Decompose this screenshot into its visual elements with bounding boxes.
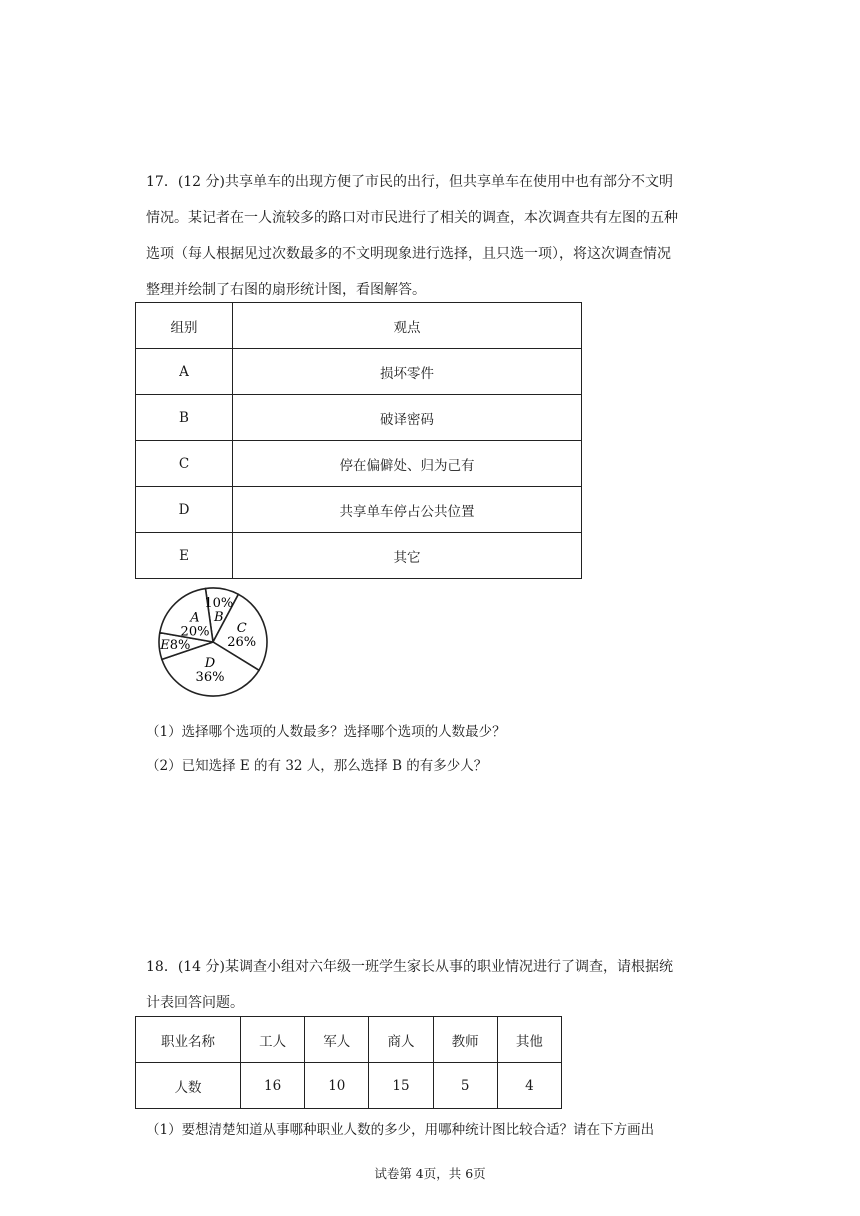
q17-sub-question-2: （2）已知选择 E 的有 32 人，那么选择 B 的有多少人？ bbox=[146, 758, 488, 774]
q17-line-1: 17．(12 分)共享单车的出现方便了市民的出行，但共享单车在使用中也有部分不文明 bbox=[146, 174, 674, 190]
opinion-cell: 其它 bbox=[233, 533, 582, 579]
table-header-cell: 其他 bbox=[497, 1017, 561, 1063]
table-row bbox=[136, 1063, 562, 1109]
table-row bbox=[136, 349, 582, 395]
q18-line-2: 计表回答问题。 bbox=[146, 995, 244, 1011]
table-header-cell: 工人 bbox=[241, 1017, 305, 1063]
pie-label-d-letter: D bbox=[204, 655, 216, 671]
group-cell: B bbox=[136, 395, 233, 441]
q18-sub-question-1: （1）要想清楚知道从事哪种职业人数的多少，用哪种统计图比较合适？请在下方画出 bbox=[146, 1122, 655, 1138]
opinion-cell: 停在偏僻处、归为己有 bbox=[233, 441, 582, 487]
q18-occupation-table bbox=[135, 1016, 562, 1109]
table-row bbox=[136, 395, 582, 441]
q17-line-4: 整理并绘制了右图的扇形统计图，看图解答。 bbox=[146, 282, 426, 298]
table-header-cell: 教师 bbox=[433, 1017, 497, 1063]
table-header-row bbox=[136, 1017, 562, 1063]
table-header-cell: 军人 bbox=[305, 1017, 369, 1063]
pie-chart bbox=[150, 584, 276, 702]
opinion-cell: 损坏零件 bbox=[233, 349, 582, 395]
table-header-cell: 职业名称 bbox=[136, 1017, 241, 1063]
q17-stem bbox=[146, 164, 726, 308]
table-header-row bbox=[136, 303, 582, 349]
pie-label-a-value: 20% bbox=[180, 624, 210, 640]
table-header-cell: 组别 bbox=[136, 303, 233, 349]
table-cell: 4 bbox=[497, 1063, 561, 1109]
pie-label-e: E8% bbox=[160, 637, 191, 653]
pie-label-c-value: 26% bbox=[227, 635, 257, 651]
q17-sub-question-1: （1）选择哪个选项的人数最多？选择哪个选项的人数最少？ bbox=[146, 724, 506, 740]
pie-label-b-letter: B bbox=[214, 610, 224, 625]
pie-label-a-letter: A bbox=[190, 610, 200, 626]
table-cell: 15 bbox=[369, 1063, 433, 1109]
q17-line-2: 情况。某记者在一人流较多的路口对市民进行了相关的调查，本次调查共有左图的五种 bbox=[146, 210, 678, 226]
table-cell: 10 bbox=[305, 1063, 369, 1109]
table-cell: 人数 bbox=[136, 1063, 241, 1109]
q18-line-1: 18．(14 分)某调查小组对六年级一班学生家长从事的职业情况进行了调查，请根据统 bbox=[146, 959, 674, 975]
group-cell: A bbox=[136, 349, 233, 395]
page-footer: 试卷第 4页，共 6页 bbox=[374, 1166, 486, 1181]
table-row bbox=[136, 487, 582, 533]
table-header-cell: 商人 bbox=[369, 1017, 433, 1063]
table-cell: 5 bbox=[433, 1063, 497, 1109]
q18-stem bbox=[146, 949, 726, 1021]
opinion-cell: 破译密码 bbox=[233, 395, 582, 441]
table-cell: 16 bbox=[241, 1063, 305, 1109]
pie-label-c-letter: C bbox=[236, 621, 247, 637]
group-cell: E bbox=[136, 533, 233, 579]
pie-label-b-value: 10% bbox=[204, 596, 234, 611]
group-cell: C bbox=[136, 441, 233, 487]
table-header-cell: 观点 bbox=[233, 303, 582, 349]
opinion-cell: 共享单车停占公共位置 bbox=[233, 487, 582, 533]
q17-option-table bbox=[135, 302, 582, 579]
table-row bbox=[136, 441, 582, 487]
table-row bbox=[136, 533, 582, 579]
group-cell: D bbox=[136, 487, 233, 533]
q17-line-3: 选项（每人根据见过次数最多的不文明现象进行选择，且只选一项），将这次调查情况 bbox=[146, 246, 671, 262]
pie-label-d-value: 36% bbox=[195, 669, 225, 685]
